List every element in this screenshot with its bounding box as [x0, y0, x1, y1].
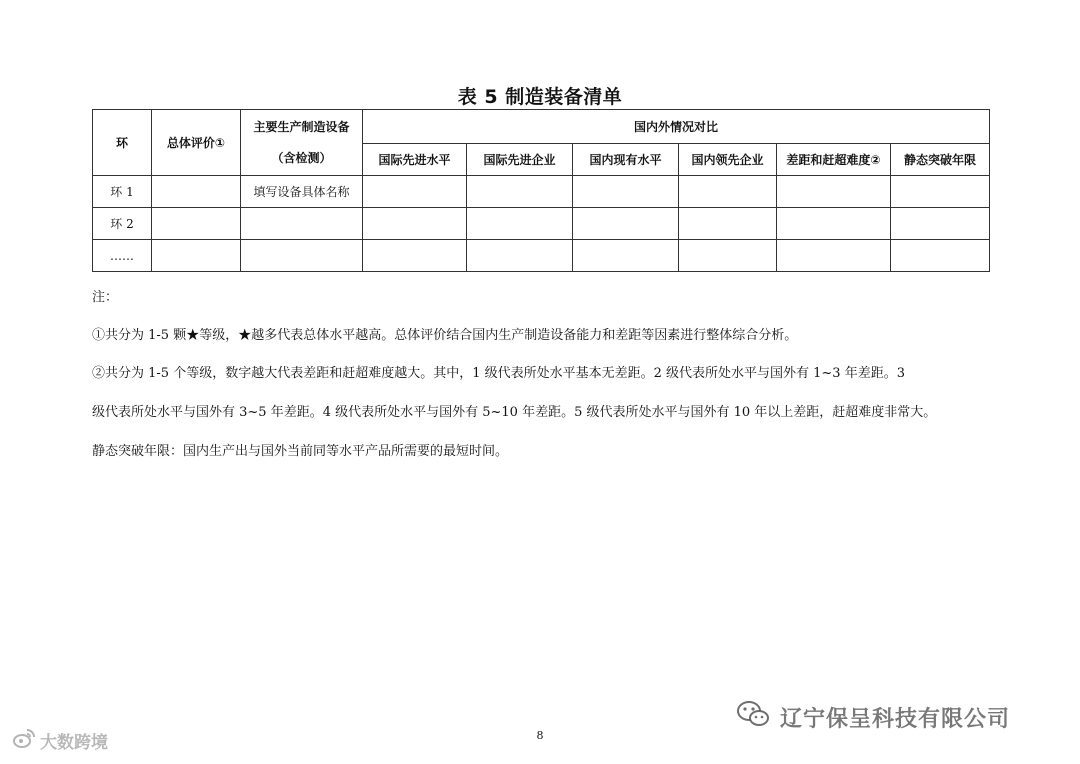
header-main-equipment-line2: （含检测）	[271, 150, 332, 165]
table-row	[93, 208, 990, 240]
cell	[363, 176, 467, 208]
cell	[777, 240, 891, 272]
watermark-right	[736, 700, 1010, 734]
cell	[679, 176, 777, 208]
cell-equipment: 填写设备具体名称	[241, 176, 363, 208]
notes-label: 注：	[92, 290, 119, 305]
cell	[777, 176, 891, 208]
cell	[573, 208, 679, 240]
cell	[363, 208, 467, 240]
cell-ring: 环 1	[93, 176, 152, 208]
header-domestic-current-level: 国内现有水平	[573, 144, 679, 176]
cell	[363, 240, 467, 272]
page-title: 表 5 制造装备清单	[457, 86, 623, 108]
header-static-breakthrough-years: 静态突破年限	[891, 144, 990, 176]
cell-ring: ……	[93, 240, 152, 272]
watermark-left-text: 大数跨境	[40, 733, 108, 753]
wechat-logo-icon	[736, 700, 770, 734]
note-2-line-2: 级代表所处水平与国外有 3~5 年差距。4 级代表所处水平与国外有 5~10 年差距。5 级代表所处水平与国外有 10 年以上差距，赶超难度非常大。	[92, 405, 937, 420]
note-3: 静态突破年限：国内生产出与国外当前同等水平产品所需要的最短时间。	[92, 444, 509, 459]
cell-overall	[152, 208, 241, 240]
cell	[679, 208, 777, 240]
note-2-line-1: ②共分为 1-5 个等级，数字越大代表差距和赶超难度越大。其中，1 级代表所处水平基本无差距。2 级代表所处水平与国外有 1~3 年差距。3	[92, 366, 905, 381]
cell-ring: 环 2	[93, 208, 152, 240]
cell	[777, 208, 891, 240]
header-domestic-leading-enterprise: 国内领先企业	[679, 144, 777, 176]
watermark-right-text: 辽宁保呈科技有限公司	[780, 706, 1011, 732]
cell	[679, 240, 777, 272]
cell	[467, 176, 573, 208]
cell	[573, 240, 679, 272]
cell-equipment	[241, 240, 363, 272]
cell	[891, 208, 990, 240]
cell	[467, 208, 573, 240]
header-comparison-group: 国内外情况对比	[363, 110, 990, 144]
cell	[891, 240, 990, 272]
header-main-equipment	[241, 110, 363, 176]
header-main-equipment-line1: 主要生产制造设备	[253, 119, 350, 134]
header-overall-evaluation: 总体评价①	[152, 110, 241, 176]
table-row	[93, 176, 990, 208]
note-1: ①共分为 1-5 颗★等级，★越多代表总体水平越高。总体评价结合国内生产制造设备能力和差距等因素进行整体综合分析。	[92, 328, 798, 343]
cell-overall	[152, 240, 241, 272]
header-intl-advanced-enterprise: 国际先进企业	[467, 144, 573, 176]
header-gap-difficulty: 差距和赶超难度②	[777, 144, 891, 176]
watermark-left	[12, 727, 108, 754]
header-intl-advanced-level: 国际先进水平	[363, 144, 467, 176]
cell-overall	[152, 176, 241, 208]
cell	[891, 176, 990, 208]
header-ring: 环	[93, 110, 152, 176]
table-row	[93, 240, 990, 272]
weibo-logo-icon	[12, 727, 36, 754]
cell	[573, 176, 679, 208]
cell	[467, 240, 573, 272]
cell-equipment	[241, 208, 363, 240]
equipment-table	[92, 109, 990, 272]
page-number: 8	[536, 729, 544, 742]
